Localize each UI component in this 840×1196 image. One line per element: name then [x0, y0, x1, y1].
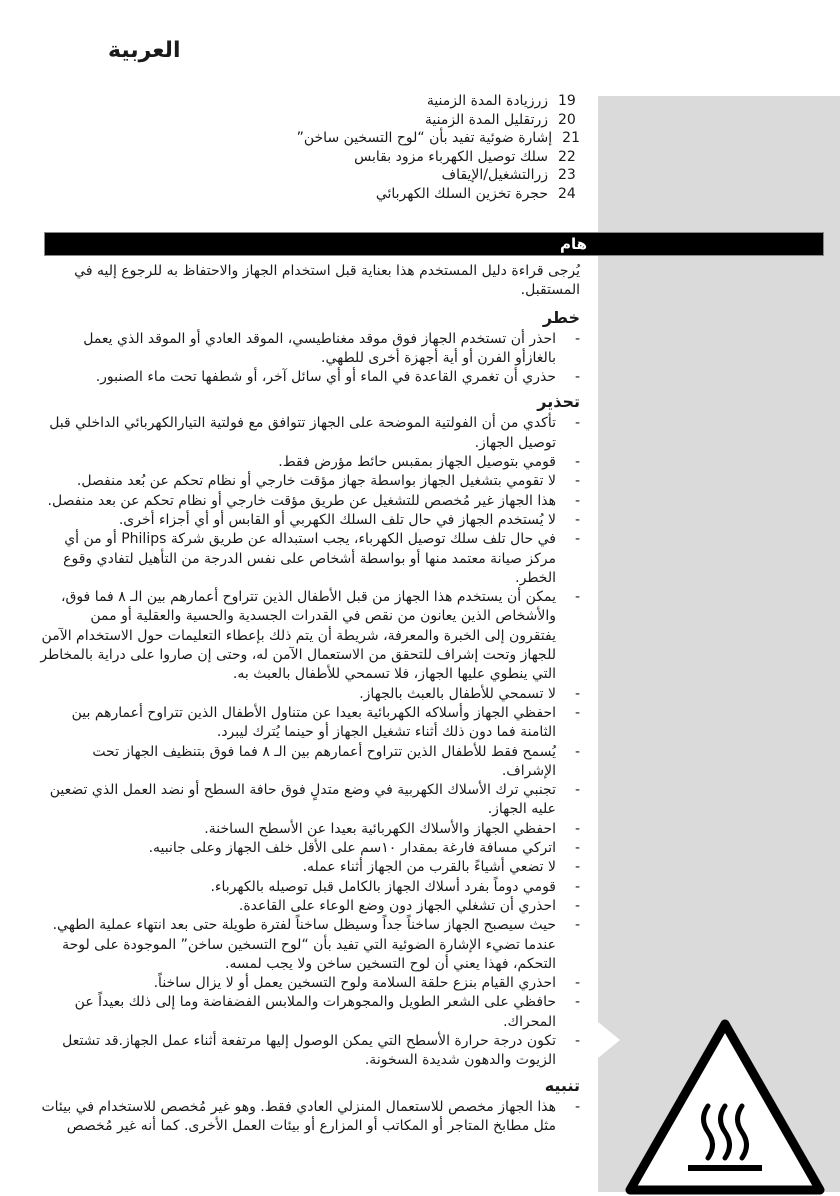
caution-list [40, 1098, 580, 1137]
warning-item: - اتركي مسافة فارغة بمقدار ١٠سم على الأقل خلف الجهاز وعلى جانبيه. [40, 839, 580, 858]
parts-list-item [300, 92, 580, 111]
part-number: 24 [558, 185, 576, 202]
warning-item: - لا يُستخدم الجهاز في حال تلف السلك الكهربي أو القابس أو أي أجزاء أخرى. [40, 511, 580, 530]
warning-item: - لا تضعي أشياءً بالقرب من الجهاز أثناء عمله. [40, 858, 580, 877]
part-number: 19 [558, 93, 576, 109]
parts-list-item [300, 166, 580, 185]
language-heading: العربية [108, 38, 181, 63]
part-label: زرالتشغيل/الإيقاف [441, 167, 548, 183]
caution-heading: تنبيه [544, 1075, 580, 1095]
warning-item: - حيث سيصبح الجهاز ساخناً جداً وسيظل ساخناً لفترة طويلة حتى بعد انتهاء عملية الطهي. عندما تضيء الإشارة الضوئية التي تفيد بأن “لوح التسخين ساخن” الموجودة على لوحة التحكم، فهذا يعني أن لوح التسخين ساخن ولا يجب لمسه. [40, 916, 580, 974]
intro-paragraph: يُرجى قراءة دليل المستخدم هذا بعناية قبل استخدام الجهاز والاحتفاظ به للرجوع إليه في المستقبل. [74, 263, 580, 299]
part-number: 23 [558, 167, 576, 183]
warning-item: - قومي دوماً بفرد أسلاك الجهاز بالكامل قبل توصيله بالكهرباء. [40, 878, 580, 897]
warning-item: - احذري أن تشغلي الجهاز دون وضع الوعاء على القاعدة. [40, 897, 580, 916]
warning-item: - لا تسمحي للأطفال بالعبث بالجهاز. [40, 685, 580, 704]
part-label: حجرة تخزين السلك الكهربائي [375, 185, 548, 202]
parts-list [296, 92, 580, 203]
part-label: سلك توصيل الكهرباء مزود بقابس [354, 148, 548, 165]
warning-item: - هذا الجهاز غير مُخصص للتشغيل عن طريق مؤقت خارجي أو نظام تحكم عن بعد منفصل. [40, 492, 580, 511]
warning-heading: تحذير [537, 392, 580, 412]
part-label: إشارة ضوئية تفيد بأن “لوح التسخين ساخن” [296, 130, 553, 146]
warning-item: - في حال تلف سلك توصيل الكهرباء، يجب استبداله عن طريق شركة Philips أو من أي مركز صيانة معتمد منها أو بواسطة أشخاص على نفس الدرجة من التأهيل لتفادي وقوع الخطر. [40, 530, 580, 588]
parts-list-item [300, 148, 580, 167]
parts-list-item [300, 185, 580, 204]
important-banner [44, 232, 824, 256]
warning-item: - حافظي على الشعر الطويل والمجوهرات والملابس الفضفاضة وما إلى ذلك بعيداً عن المحراك. [40, 993, 580, 1032]
hot-surface-warning-icon [622, 1014, 828, 1196]
warning-item: - احذري القيام بنزع حلقة السلامة ولوح التسخين يعمل أو لا يزال ساخناً. [40, 974, 580, 993]
warning-item: - يُسمح فقط للأطفال الذين تتراوح أعمارهم بين الـ ٨ فما فوق بتنظيف الجهاز تحت الإشراف. [40, 743, 580, 782]
warning-item: - تجنبي ترك الأسلاك الكهربية في وضع متدلٍ فوق حافة السطح أو نضد العمل الذي تضعين عليه الجهاز. [40, 781, 580, 820]
warning-item: - قومي بتوصيل الجهاز بمقبس حائط مؤرض فقط. [40, 453, 580, 472]
part-label: زرتقليل المدة الزمنية [424, 111, 548, 128]
danger-heading: خطر [542, 307, 580, 327]
warning-item: - احفظي الجهاز وأسلاكه الكهربائية بعيدا عن متناول الأطفال الذين تتراوح أعمارهم بين الثامنة فما دون ذلك أثناء تشغيل الجهاز أو حينما يُترك ليبرد. [40, 704, 580, 743]
warning-item: - لا تقومي بتشغيل الجهاز بواسطة جهاز مؤقت خارجي أو نظام تحكم عن بُعد منفصل. [40, 472, 580, 491]
warning-item: - احفظي الجهاز والأسلاك الكهربائية بعيدا عن الأسطح الساخنة. [40, 820, 580, 839]
danger-item: - احذر أن تستخدم الجهاز فوق موقد مغناطيسي، الموقد العادي أو الموقد الذي يعمل بالغازأو الفرن أو أية أجهزة أخرى للطهي. [40, 330, 580, 369]
part-number: 20 [558, 111, 576, 128]
important-heading: هام [559, 235, 587, 253]
warning-item: - تأكدي من أن الفولتية الموضحة على الجهاز تتوافق مع فولتية التيارالكهربائي الداخلي قبل توصيل الجهاز. [40, 414, 580, 453]
part-label: زرزيادة المدة الزمنية [426, 93, 548, 109]
danger-list [40, 330, 580, 388]
warning-item: - يمكن أن يستخدم هذا الجهاز من قبل الأطفال الذين تتراوح أعمارهم بين الـ ٨ فما فوق، والأشخاص الذين يعانون من نقص في القدرات الجسدية والحسية والعقلية أو ممن يفتقرون إلى الخبرة والمعرفة، شريطة أن يتم ذلك بإعطاء التعليمات حول الاستخدام الآمن للجهاز وتحت إشراف للتحقق من الاستعمال الآمن له، وحتى إن صاروا على دراية بالمخاطر التي ينطوي عليها الجهاز، فلا تسمحي للأطفال بالعبث به. [40, 588, 580, 684]
safety-content [40, 262, 580, 1136]
warning-list [40, 414, 580, 1070]
parts-list-item [296, 129, 580, 148]
warning-item: - تكون درجة حرارة الأسطح التي يمكن الوصول إليها مرتفعة أثناء عمل الجهاز.قد تشتعل الزيوت والدهون شديدة السخونة. [40, 1032, 580, 1071]
caution-item: - هذا الجهاز مخصص للاستعمال المنزلي العادي فقط. وهو غير مُخصص للاستخدام في بيئات مثل مطابخ المتاجر أو المكاتب أو المزارع أو بيئات العمل الأخرى. كما أنه غير مُخصص [40, 1098, 580, 1137]
sidebar-pointer-arrow [598, 1022, 620, 1058]
danger-item: - حذري أن تغمري القاعدة في الماء أو أي سائل آخر، أو شطفها تحت ماء الصنبور. [40, 368, 580, 387]
part-number: 21 [562, 130, 580, 146]
part-number: 22 [558, 148, 576, 165]
parts-list-item [300, 111, 580, 130]
